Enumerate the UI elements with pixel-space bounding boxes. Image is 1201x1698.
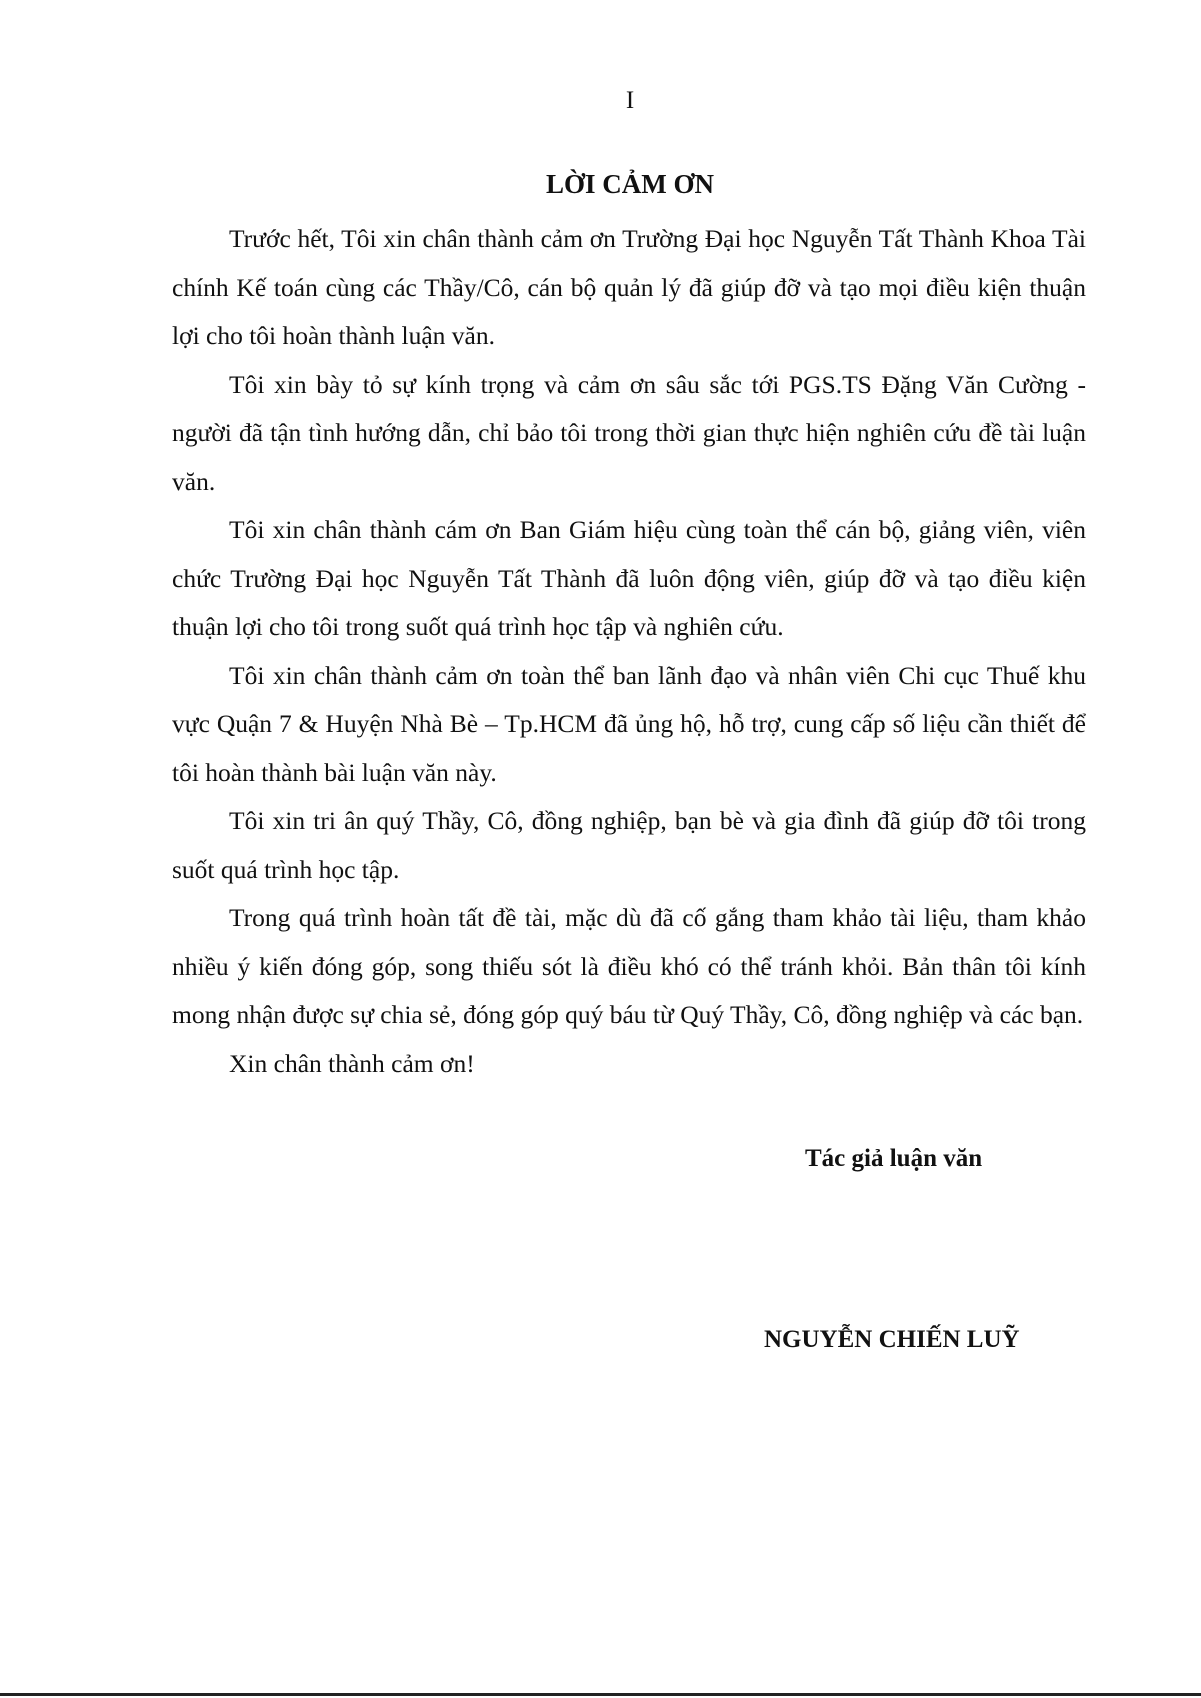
paragraph-4: Tôi xin chân thành cảm ơn toàn thể ban lãnh đạo và nhân viên Chi cục Thuế khu vực Quận 7 & Huyện Nhà Bè – Tp.HCM đã ủng hộ, hỗ trợ, cung cấp số liệu cần thiết để tôi hoàn thành bài luận văn này. [172, 660, 1086, 787]
acknowledgement-body [172, 215, 1086, 1088]
paragraph-5: Tôi xin tri ân quý Thầy, Cô, đồng nghiệp, bạn bè và gia đình đã giúp đỡ tôi trong suốt quá trình học tập. [172, 806, 1086, 884]
page-title: LỜI CẢM ƠN [546, 169, 714, 199]
paragraph-1: Trước hết, Tôi xin chân thành cảm ơn Trường Đại học Nguyễn Tất Thành Khoa Tài chính Kế toán cùng các Thầy/Cô, cán bộ quản lý đã giúp đỡ và tạo mọi điều kiện thuận lợi cho tôi hoàn thành luận văn. [172, 224, 1086, 350]
paragraph-3: Tôi xin chân thành cám ơn Ban Giám hiệu cùng toàn thể cán bộ, giảng viên, viên chức Trường Đại học Nguyễn Tất Thành đã luôn động viên, giúp đỡ và tạo điều kiện thuận lợi cho tôi trong suốt quá trình học tập và nghiên cứu. [172, 515, 1086, 641]
paragraph-2: Tôi xin bày tỏ sự kính trọng và cảm ơn sâu sắc tới PGS.TS Đặng Văn Cường - người đã tận tình hướng dẫn, chỉ bảo tôi trong thời gian thực hiện nghiên cứu đề tài luận văn. [172, 369, 1086, 496]
signature-role: Tác giả luận văn [805, 1145, 983, 1172]
paragraph-7: Xin chân thành cảm ơn! [229, 1048, 475, 1078]
signature-name: NGUYỄN CHIẾN LUỸ [764, 1326, 1020, 1353]
bottom-rule [0, 1693, 1201, 1696]
page-number: I [625, 87, 635, 114]
paragraph-6: Trong quá trình hoàn tất đề tài, mặc dù đã cố gắng tham khảo tài liệu, tham khảo nhiều ý kiến đóng góp, song thiếu sót là điều khó có thể tránh khỏi. Bản thân tôi kính mong nhận được sự chia sẻ, đóng góp quý báu từ Quý Thầy, Cô, đồng nghiệp và các bạn. [172, 903, 1086, 1029]
